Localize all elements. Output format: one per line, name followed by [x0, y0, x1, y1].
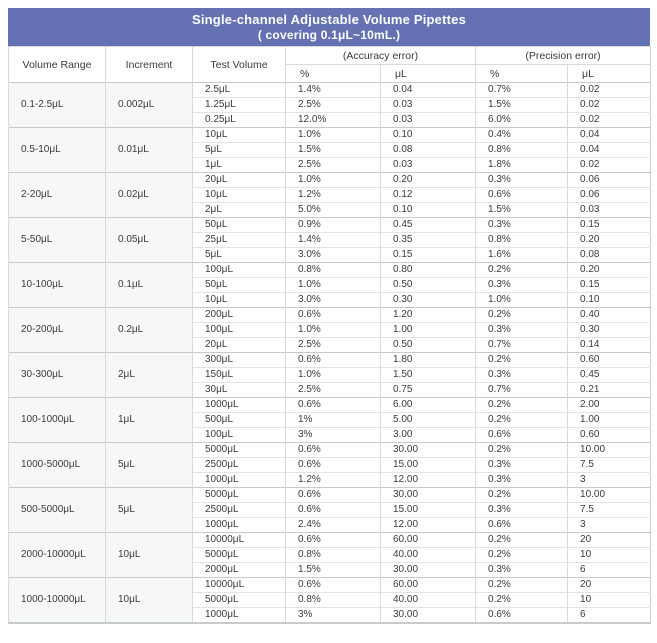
cell-increment: 1μL — [106, 398, 193, 443]
cell-precision-percent: 0.2% — [476, 263, 568, 278]
cell-precision-percent: 0.6% — [476, 518, 568, 533]
cell-accuracy-ul: 1.00 — [381, 323, 476, 338]
cell-precision-percent: 0.8% — [476, 233, 568, 248]
cell-increment: 5μL — [106, 443, 193, 488]
cell-precision-percent: 0.6% — [476, 428, 568, 443]
cell-precision-ul: 3 — [568, 473, 651, 488]
cell-accuracy-ul: 30.00 — [381, 563, 476, 578]
cell-accuracy-percent: 0.6% — [286, 503, 381, 518]
cell-volume-range: 10-100μL — [9, 263, 106, 308]
table-row — [9, 488, 651, 503]
cell-accuracy-ul: 0.80 — [381, 263, 476, 278]
cell-accuracy-ul: 1.80 — [381, 353, 476, 368]
cell-accuracy-percent: 0.6% — [286, 353, 381, 368]
cell-increment: 0.02μL — [106, 173, 193, 218]
cell-test-volume: 1000μL — [193, 398, 286, 413]
cell-precision-ul: 7.5 — [568, 458, 651, 473]
cell-accuracy-percent: 0.6% — [286, 398, 381, 413]
table-body — [9, 83, 651, 624]
cell-precision-ul: 0.06 — [568, 173, 651, 188]
cell-test-volume: 2.5μL — [193, 83, 286, 98]
cell-precision-percent: 0.3% — [476, 368, 568, 383]
cell-precision-percent: 0.2% — [476, 443, 568, 458]
cell-precision-ul: 0.14 — [568, 338, 651, 353]
cell-accuracy-percent: 1.0% — [286, 323, 381, 338]
cell-precision-percent: 1.8% — [476, 158, 568, 173]
cell-precision-percent: 0.3% — [476, 278, 568, 293]
cell-test-volume: 5μL — [193, 143, 286, 158]
cell-test-volume: 2000μL — [193, 563, 286, 578]
cell-precision-ul: 6 — [568, 608, 651, 624]
cell-increment: 2μL — [106, 353, 193, 398]
cell-test-volume: 1000μL — [193, 473, 286, 488]
cell-volume-range: 20-200μL — [9, 308, 106, 353]
cell-accuracy-ul: 3.00 — [381, 428, 476, 443]
cell-precision-ul: 7.5 — [568, 503, 651, 518]
cell-precision-percent: 0.6% — [476, 608, 568, 624]
cell-accuracy-ul: 0.10 — [381, 128, 476, 143]
cell-precision-percent: 0.7% — [476, 338, 568, 353]
cell-test-volume: 25μL — [193, 233, 286, 248]
cell-precision-ul: 10 — [568, 593, 651, 608]
cell-precision-ul: 0.04 — [568, 128, 651, 143]
cell-accuracy-percent: 0.6% — [286, 488, 381, 503]
cell-accuracy-ul: 15.00 — [381, 503, 476, 518]
cell-volume-range: 0.1-2.5μL — [9, 83, 106, 128]
cell-precision-percent: 0.2% — [476, 413, 568, 428]
cell-accuracy-ul: 0.45 — [381, 218, 476, 233]
cell-accuracy-ul: 0.30 — [381, 293, 476, 308]
cell-test-volume: 10000μL — [193, 578, 286, 593]
cell-precision-percent: 0.2% — [476, 548, 568, 563]
table-subtitle: ( covering 0.1μL~10mL.) — [257, 28, 401, 42]
cell-precision-percent: 0.2% — [476, 533, 568, 548]
cell-accuracy-percent: 0.6% — [286, 578, 381, 593]
cell-test-volume: 30μL — [193, 383, 286, 398]
col-header-accuracy-percent: % — [286, 65, 381, 83]
cell-accuracy-percent: 2.4% — [286, 518, 381, 533]
cell-precision-ul: 20 — [568, 578, 651, 593]
cell-precision-ul: 0.20 — [568, 233, 651, 248]
cell-precision-percent: 1.6% — [476, 248, 568, 263]
cell-accuracy-ul: 0.15 — [381, 248, 476, 263]
cell-accuracy-percent: 3.0% — [286, 248, 381, 263]
cell-test-volume: 10μL — [193, 128, 286, 143]
col-header-increment: Increment — [106, 47, 193, 83]
col-header-precision-percent: % — [476, 65, 568, 83]
cell-test-volume: 1μL — [193, 158, 286, 173]
cell-precision-ul: 3 — [568, 518, 651, 533]
cell-precision-ul: 0.30 — [568, 323, 651, 338]
col-header-volume-range: Volume Range — [9, 47, 106, 83]
cell-accuracy-ul: 0.50 — [381, 278, 476, 293]
cell-accuracy-percent: 1% — [286, 413, 381, 428]
cell-precision-ul: 1.00 — [568, 413, 651, 428]
col-header-precision-error: (Precision error) — [476, 47, 651, 65]
cell-precision-ul: 6 — [568, 563, 651, 578]
table-row — [9, 578, 651, 593]
cell-precision-ul: 10.00 — [568, 488, 651, 503]
cell-precision-ul: 0.15 — [568, 218, 651, 233]
cell-precision-percent: 0.3% — [476, 473, 568, 488]
cell-test-volume: 500μL — [193, 413, 286, 428]
cell-increment: 0.1μL — [106, 263, 193, 308]
cell-volume-range: 2-20μL — [9, 173, 106, 218]
cell-accuracy-ul: 5.00 — [381, 413, 476, 428]
table-header — [9, 47, 651, 83]
cell-test-volume: 100μL — [193, 428, 286, 443]
cell-precision-percent: 0.3% — [476, 458, 568, 473]
cell-accuracy-ul: 30.00 — [381, 488, 476, 503]
cell-precision-percent: 0.2% — [476, 593, 568, 608]
cell-precision-ul: 0.60 — [568, 428, 651, 443]
cell-accuracy-ul: 6.00 — [381, 398, 476, 413]
cell-increment: 5μL — [106, 488, 193, 533]
cell-increment: 0.2μL — [106, 308, 193, 353]
cell-test-volume: 5000μL — [193, 593, 286, 608]
cell-accuracy-ul: 0.20 — [381, 173, 476, 188]
cell-precision-ul: 0.02 — [568, 83, 651, 98]
table-title-bar — [8, 8, 650, 46]
cell-accuracy-percent: 1.2% — [286, 473, 381, 488]
table-row — [9, 533, 651, 548]
cell-precision-percent: 1.5% — [476, 203, 568, 218]
cell-test-volume: 5μL — [193, 248, 286, 263]
cell-precision-percent: 6.0% — [476, 113, 568, 128]
cell-test-volume: 100μL — [193, 323, 286, 338]
cell-volume-range: 30-300μL — [9, 353, 106, 398]
cell-accuracy-ul: 0.08 — [381, 143, 476, 158]
cell-precision-ul: 0.02 — [568, 98, 651, 113]
cell-accuracy-ul: 0.04 — [381, 83, 476, 98]
cell-test-volume: 5000μL — [193, 548, 286, 563]
table-row — [9, 83, 651, 98]
cell-accuracy-percent: 2.5% — [286, 158, 381, 173]
cell-accuracy-ul: 60.00 — [381, 533, 476, 548]
cell-increment: 0.05μL — [106, 218, 193, 263]
cell-precision-percent: 0.8% — [476, 143, 568, 158]
cell-precision-percent: 0.2% — [476, 353, 568, 368]
cell-test-volume: 50μL — [193, 278, 286, 293]
cell-test-volume: 5000μL — [193, 443, 286, 458]
cell-test-volume: 20μL — [193, 173, 286, 188]
cell-accuracy-ul: 12.00 — [381, 518, 476, 533]
cell-accuracy-percent: 1.4% — [286, 233, 381, 248]
cell-test-volume: 100μL — [193, 263, 286, 278]
cell-accuracy-percent: 1.0% — [286, 368, 381, 383]
table-row — [9, 173, 651, 188]
cell-precision-percent: 0.2% — [476, 308, 568, 323]
cell-volume-range: 0.5-10μL — [9, 128, 106, 173]
cell-accuracy-ul: 1.50 — [381, 368, 476, 383]
cell-accuracy-percent: 2.5% — [286, 98, 381, 113]
cell-accuracy-percent: 0.8% — [286, 263, 381, 278]
table-row — [9, 128, 651, 143]
cell-precision-percent: 0.2% — [476, 578, 568, 593]
cell-volume-range: 5-50μL — [9, 218, 106, 263]
cell-accuracy-ul: 0.50 — [381, 338, 476, 353]
cell-precision-ul: 10 — [568, 548, 651, 563]
cell-precision-percent: 0.2% — [476, 398, 568, 413]
cell-accuracy-ul: 0.12 — [381, 188, 476, 203]
cell-accuracy-ul: 1.20 — [381, 308, 476, 323]
cell-accuracy-ul: 15.00 — [381, 458, 476, 473]
cell-accuracy-percent: 1.5% — [286, 563, 381, 578]
cell-accuracy-ul: 60.00 — [381, 578, 476, 593]
cell-precision-ul: 0.21 — [568, 383, 651, 398]
cell-test-volume: 10μL — [193, 188, 286, 203]
cell-increment: 10μL — [106, 578, 193, 624]
cell-accuracy-percent: 1.0% — [286, 278, 381, 293]
cell-test-volume: 5000μL — [193, 488, 286, 503]
cell-precision-percent: 0.7% — [476, 383, 568, 398]
cell-precision-percent: 0.3% — [476, 323, 568, 338]
cell-precision-ul: 10.00 — [568, 443, 651, 458]
cell-accuracy-ul: 0.10 — [381, 203, 476, 218]
cell-test-volume: 150μL — [193, 368, 286, 383]
cell-test-volume: 300μL — [193, 353, 286, 368]
cell-precision-percent: 0.3% — [476, 218, 568, 233]
col-header-test-volume: Test Volume — [193, 47, 286, 83]
cell-test-volume: 2500μL — [193, 458, 286, 473]
cell-increment: 0.002μL — [106, 83, 193, 128]
cell-precision-percent: 0.7% — [476, 83, 568, 98]
cell-accuracy-percent: 0.6% — [286, 308, 381, 323]
cell-accuracy-ul: 0.75 — [381, 383, 476, 398]
cell-test-volume: 1000μL — [193, 608, 286, 624]
cell-precision-ul: 0.03 — [568, 203, 651, 218]
cell-volume-range: 100-1000μL — [9, 398, 106, 443]
cell-test-volume: 50μL — [193, 218, 286, 233]
cell-test-volume: 2μL — [193, 203, 286, 218]
cell-accuracy-ul: 30.00 — [381, 443, 476, 458]
cell-precision-percent: 1.0% — [476, 293, 568, 308]
table-row — [9, 353, 651, 368]
cell-accuracy-percent: 2.5% — [286, 383, 381, 398]
cell-precision-ul: 0.10 — [568, 293, 651, 308]
cell-accuracy-percent: 3% — [286, 608, 381, 624]
cell-test-volume: 1000μL — [193, 518, 286, 533]
cell-precision-ul: 0.06 — [568, 188, 651, 203]
cell-accuracy-ul: 0.03 — [381, 98, 476, 113]
cell-precision-ul: 2.00 — [568, 398, 651, 413]
cell-test-volume: 200μL — [193, 308, 286, 323]
cell-precision-percent: 0.2% — [476, 488, 568, 503]
cell-accuracy-ul: 0.03 — [381, 113, 476, 128]
cell-precision-ul: 0.08 — [568, 248, 651, 263]
cell-accuracy-percent: 0.6% — [286, 533, 381, 548]
cell-test-volume: 0.25μL — [193, 113, 286, 128]
cell-precision-ul: 0.60 — [568, 353, 651, 368]
cell-precision-percent: 0.3% — [476, 563, 568, 578]
cell-precision-ul: 0.02 — [568, 113, 651, 128]
cell-accuracy-percent: 12.0% — [286, 113, 381, 128]
cell-accuracy-percent: 5.0% — [286, 203, 381, 218]
cell-accuracy-ul: 0.35 — [381, 233, 476, 248]
cell-volume-range: 2000-10000μL — [9, 533, 106, 578]
cell-accuracy-ul: 40.00 — [381, 593, 476, 608]
cell-precision-percent: 0.4% — [476, 128, 568, 143]
cell-accuracy-percent: 0.8% — [286, 548, 381, 563]
col-header-accuracy-ul: μL — [381, 65, 476, 83]
cell-accuracy-percent: 1.5% — [286, 143, 381, 158]
table-row — [9, 308, 651, 323]
cell-accuracy-percent: 2.5% — [286, 338, 381, 353]
cell-accuracy-percent: 0.8% — [286, 593, 381, 608]
cell-precision-ul: 0.45 — [568, 368, 651, 383]
table-row — [9, 443, 651, 458]
cell-precision-percent: 0.3% — [476, 173, 568, 188]
cell-accuracy-percent: 1.0% — [286, 128, 381, 143]
cell-test-volume: 20μL — [193, 338, 286, 353]
table-row — [9, 398, 651, 413]
table-row — [9, 218, 651, 233]
cell-test-volume: 10μL — [193, 293, 286, 308]
cell-accuracy-percent: 1.2% — [286, 188, 381, 203]
table-row — [9, 263, 651, 278]
cell-precision-ul: 20 — [568, 533, 651, 548]
cell-precision-percent: 0.3% — [476, 503, 568, 518]
cell-accuracy-ul: 12.00 — [381, 473, 476, 488]
cell-volume-range: 1000-10000μL — [9, 578, 106, 624]
col-header-accuracy-error: (Accuracy error) — [286, 47, 476, 65]
cell-accuracy-percent: 0.9% — [286, 218, 381, 233]
cell-precision-ul: 0.04 — [568, 143, 651, 158]
cell-accuracy-ul: 30.00 — [381, 608, 476, 624]
cell-precision-percent: 0.6% — [476, 188, 568, 203]
col-header-precision-ul: μL — [568, 65, 651, 83]
pipette-spec-table — [8, 46, 651, 624]
cell-precision-ul: 0.40 — [568, 308, 651, 323]
cell-accuracy-percent: 3% — [286, 428, 381, 443]
cell-accuracy-ul: 40.00 — [381, 548, 476, 563]
cell-precision-ul: 0.15 — [568, 278, 651, 293]
cell-accuracy-percent: 3.0% — [286, 293, 381, 308]
cell-precision-ul: 0.02 — [568, 158, 651, 173]
cell-volume-range: 1000-5000μL — [9, 443, 106, 488]
cell-accuracy-percent: 0.6% — [286, 443, 381, 458]
cell-increment: 0.01μL — [106, 128, 193, 173]
cell-test-volume: 2500μL — [193, 503, 286, 518]
cell-volume-range: 500-5000μL — [9, 488, 106, 533]
cell-increment: 10μL — [106, 533, 193, 578]
cell-accuracy-ul: 0.03 — [381, 158, 476, 173]
cell-accuracy-percent: 1.0% — [286, 173, 381, 188]
table-title: Single-channel Adjustable Volume Pipettes — [191, 12, 467, 27]
cell-accuracy-percent: 1.4% — [286, 83, 381, 98]
cell-precision-percent: 1.5% — [476, 98, 568, 113]
cell-test-volume: 1.25μL — [193, 98, 286, 113]
cell-precision-ul: 0.20 — [568, 263, 651, 278]
cell-test-volume: 10000μL — [193, 533, 286, 548]
cell-accuracy-percent: 0.6% — [286, 458, 381, 473]
